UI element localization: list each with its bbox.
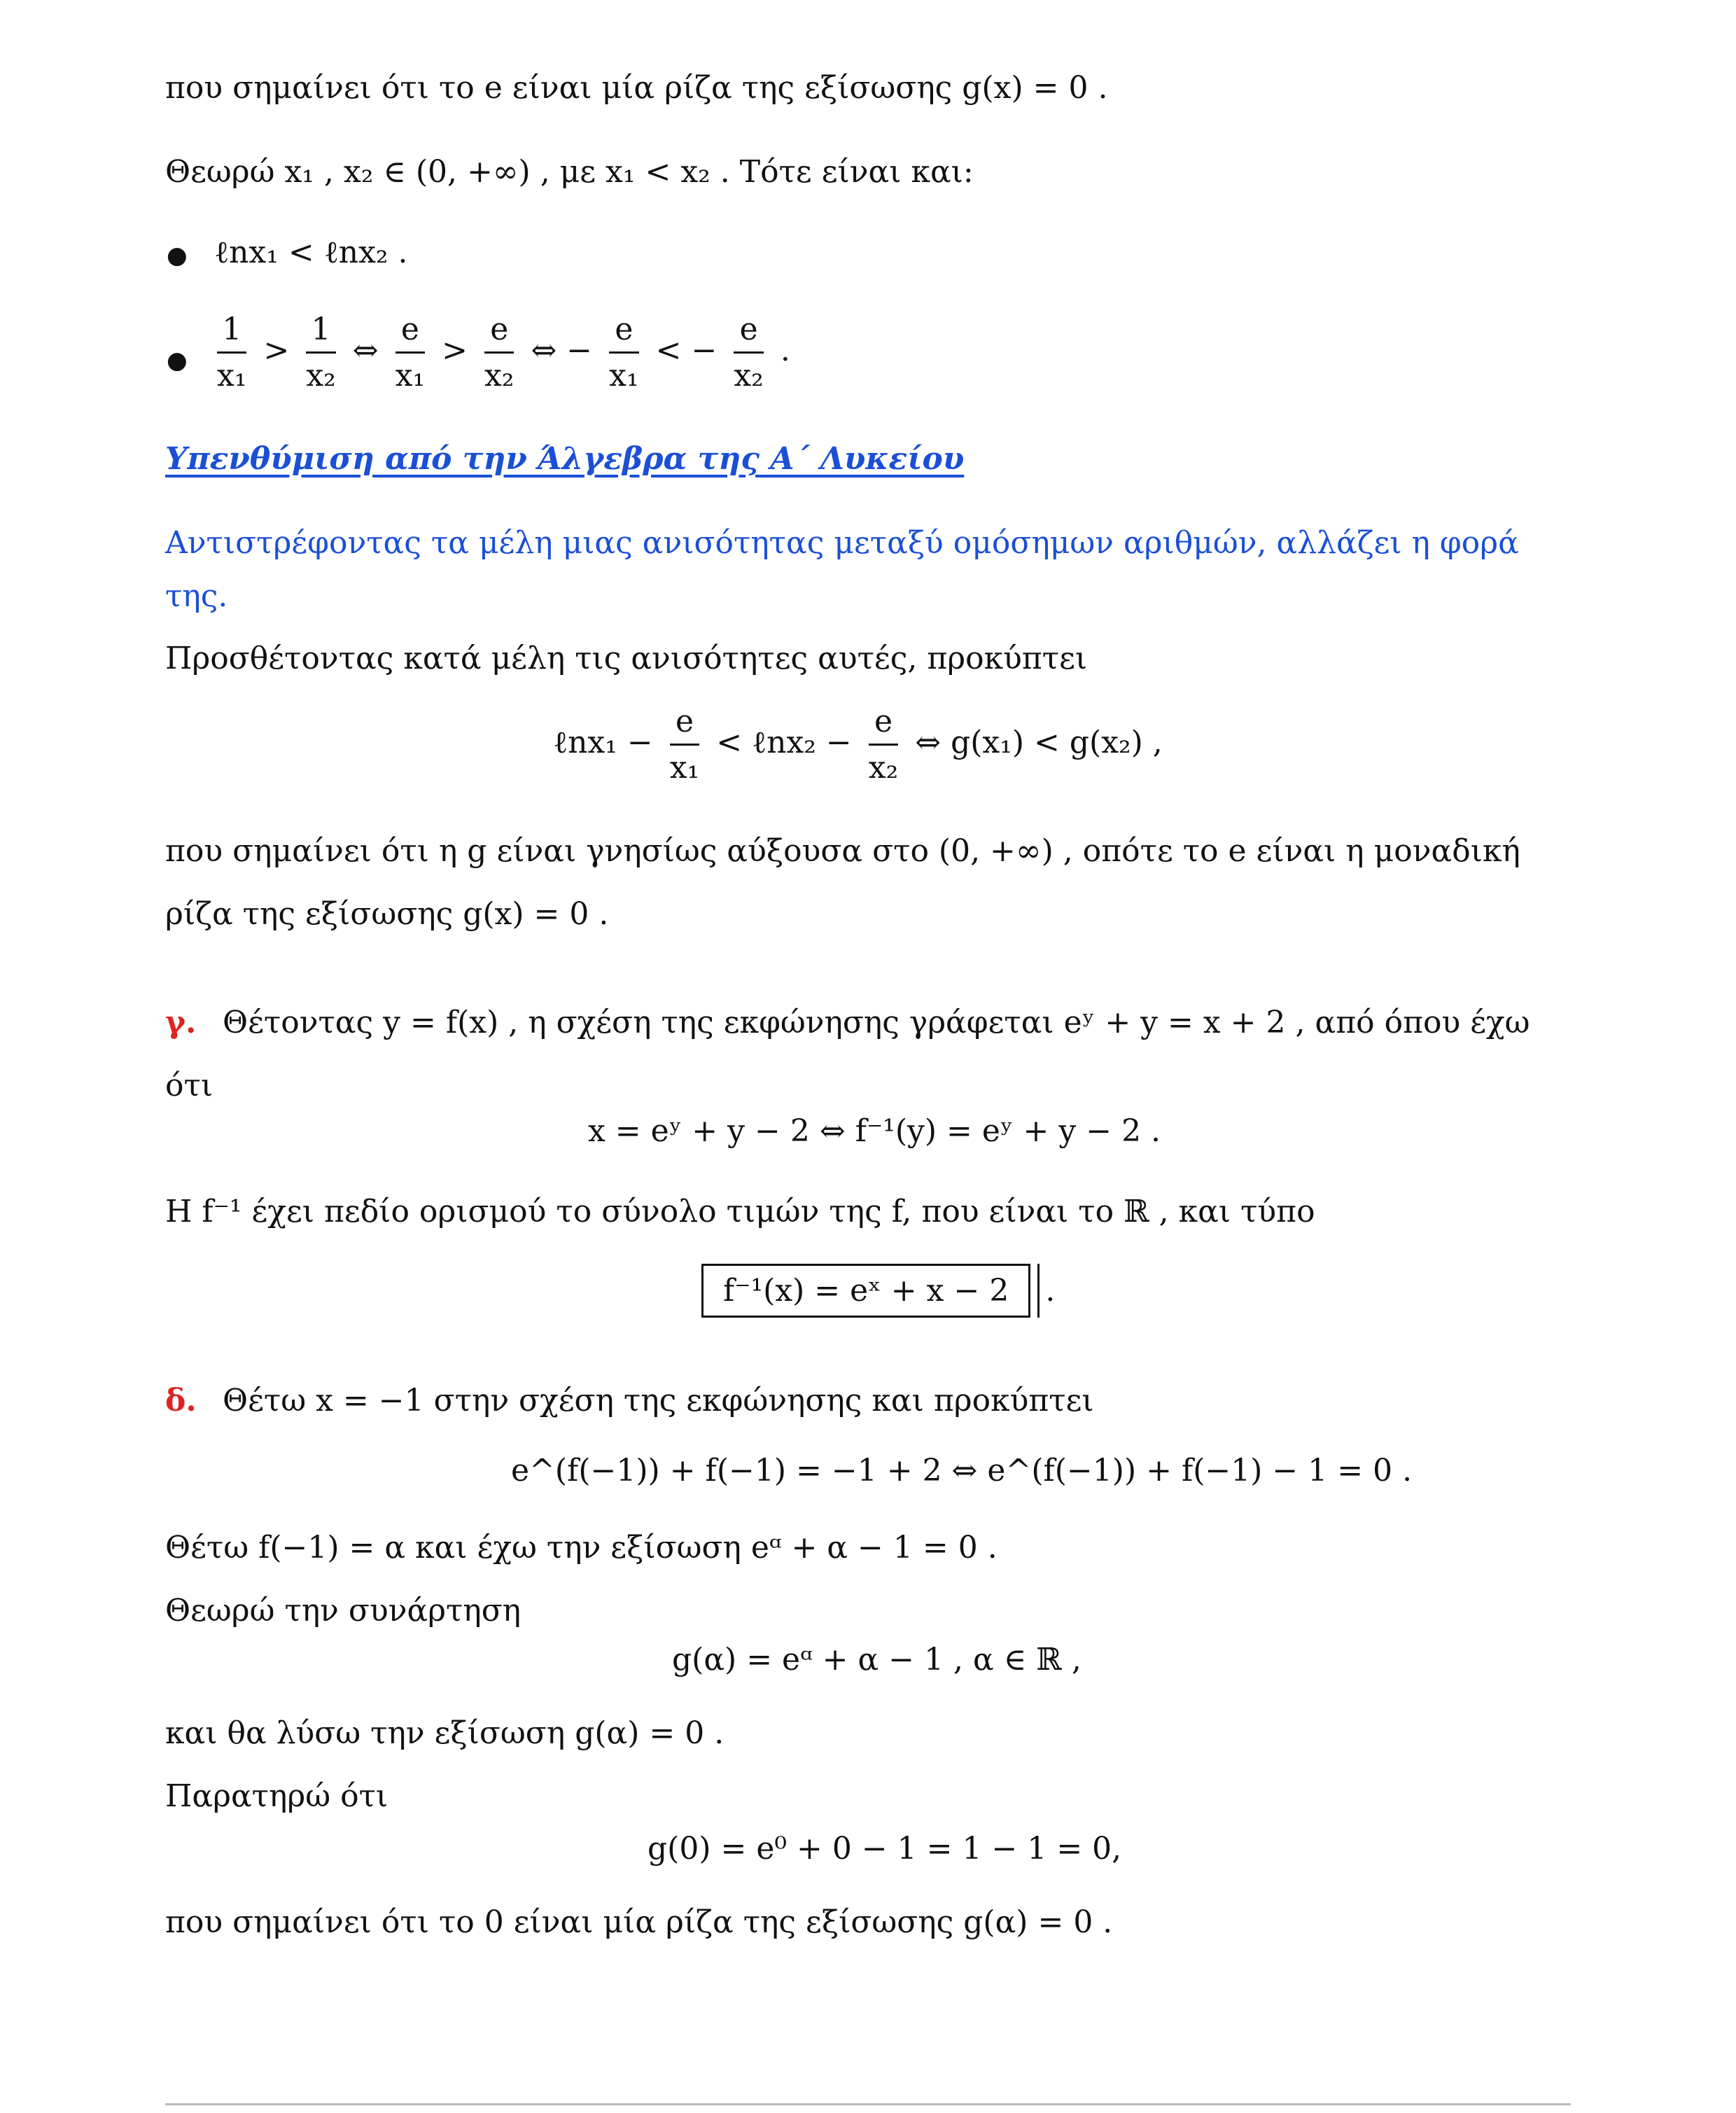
- delta-g-zero-equation: g(0) = e⁰ + 0 − 1 = 1 − 1 = 0,: [648, 1831, 1122, 1867]
- gamma-inverse-equation: x = eʸ + y − 2 ⇔ f⁻¹(y) = eʸ + y − 2 .: [588, 1113, 1161, 1149]
- gamma-line-3: Η f⁻¹ έχει πεδίο ορισμού το σύνολο τιμών της f, που είναι το ℝ , και τύπο: [165, 1194, 1315, 1229]
- centered-equation-g-increasing: [553, 704, 1163, 786]
- delta-line-1: Θέτω x = −1 στην σχέση της εκφώνησης και προκύπτει: [223, 1383, 1094, 1418]
- delta-g-alpha-definition: g(α) = eᵅ + α − 1 , α ∈ ℝ ,: [672, 1642, 1082, 1678]
- reminder-body-line-2: της.: [165, 578, 228, 614]
- reminder-title-link[interactable]: Υπενθύμιση από την Άλγεβρα της Α΄ Λυκείου: [165, 441, 965, 477]
- bullet-fraction-inequality: [210, 312, 790, 393]
- delta-line-4: και θα λύσω την εξίσωση g(α) = 0 .: [165, 1715, 724, 1751]
- numerator: e: [670, 704, 699, 746]
- boxed-frame: [701, 1264, 1040, 1318]
- eq-part: < ℓnx₂ −: [716, 725, 852, 760]
- gamma-boxed-result: f⁻¹(x) = eˣ + x − 2 .: [701, 1264, 1055, 1318]
- operator: ⇔ −: [531, 333, 593, 368]
- operator: < −: [655, 333, 718, 368]
- numerator: e: [734, 312, 763, 354]
- section-delta-label: δ.: [165, 1383, 197, 1418]
- delta-equation: e^(f(−1)) + f(−1) = −1 + 2 ⇔ e^(f(−1)) + f(−1) − 1 = 0 .: [511, 1453, 1413, 1488]
- denominator: x₁: [217, 358, 247, 393]
- denominator: x₁: [395, 358, 426, 393]
- bullet-dot-2: ●: [167, 347, 188, 375]
- period: .: [780, 333, 790, 368]
- delta-line-6: που σημαίνει ότι το 0 είναι μία ρίζα της εξίσωσης g(α) = 0 .: [165, 1904, 1113, 1940]
- bullet-dot-1: ●: [167, 242, 188, 270]
- fraction: [306, 312, 335, 393]
- numerator: e: [609, 312, 638, 354]
- numerator: 1: [306, 312, 335, 354]
- fraction: [396, 312, 425, 393]
- numerator: 1: [217, 312, 246, 354]
- denominator: x₂: [306, 358, 336, 393]
- numerator: e: [484, 312, 514, 354]
- line-unique-root: ρίζα της εξίσωσης g(x) = 0 .: [165, 896, 609, 932]
- footer-divider: [165, 2103, 1571, 2105]
- gamma-line-2: ότι: [165, 1068, 214, 1103]
- operator: >: [442, 333, 468, 368]
- fraction: [670, 704, 699, 786]
- eq-part: ⇔ g(x₁) < g(x₂) ,: [915, 725, 1163, 760]
- line-root-e: που σημαίνει ότι το e είναι μία ρίζα της εξίσωσης g(x) = 0 .: [165, 70, 1108, 106]
- delta-line-2: Θέτω f(−1) = α και έχω την εξίσωση eᵅ + α − 1 = 0 .: [165, 1530, 997, 1565]
- boxed-formula: f⁻¹(x) = eˣ + x − 2: [701, 1264, 1030, 1318]
- denominator: x₂: [734, 358, 764, 393]
- denominator: x₂: [484, 358, 514, 393]
- operator: >: [263, 333, 290, 368]
- fraction: [869, 704, 898, 786]
- numerator: e: [869, 704, 898, 746]
- fraction: [484, 312, 514, 393]
- delta-line-3: Θεωρώ την συνάρτηση: [165, 1593, 522, 1629]
- bullet-ln-inequality: ℓnx₁ < ℓnx₂ .: [214, 235, 408, 270]
- gamma-line-1: Θέτοντας y = f(x) , η σχέση της εκφώνησης γράφεται eʸ + y = x + 2 , από όπου έχω: [223, 1005, 1530, 1040]
- line-adding-inequalities: Προσθέτοντας κατά μέλη τις ανισότητες αυτές, προκύπτει: [165, 641, 1088, 676]
- fraction: [609, 312, 638, 393]
- fraction: [217, 312, 246, 393]
- denominator: x₂: [868, 750, 899, 786]
- section-gamma-label: γ.: [165, 1005, 197, 1040]
- denominator: x₁: [669, 750, 700, 786]
- line-consider-x1-x2: Θεωρώ x₁ , x₂ ∈ (0, +∞) , με x₁ < x₂ . Τότε είναι και:: [165, 154, 974, 190]
- reminder-body-line-1: Αντιστρέφοντας τα μέλη μιας ανισότητας μεταξύ ομόσημων αριθμών, αλλάζει η φορά: [165, 525, 1519, 561]
- numerator: e: [396, 312, 425, 354]
- eq-part: ℓnx₁ −: [553, 725, 653, 760]
- fraction: [734, 312, 763, 393]
- delta-line-5: Παρατηρώ ότι: [165, 1778, 388, 1814]
- line-g-strictly-increasing: που σημαίνει ότι η g είναι γνησίως αύξουσα στο (0, +∞) , οπότε το e είναι η μοναδική: [165, 833, 1520, 869]
- operator: ⇔: [352, 333, 379, 368]
- denominator: x₁: [609, 358, 639, 393]
